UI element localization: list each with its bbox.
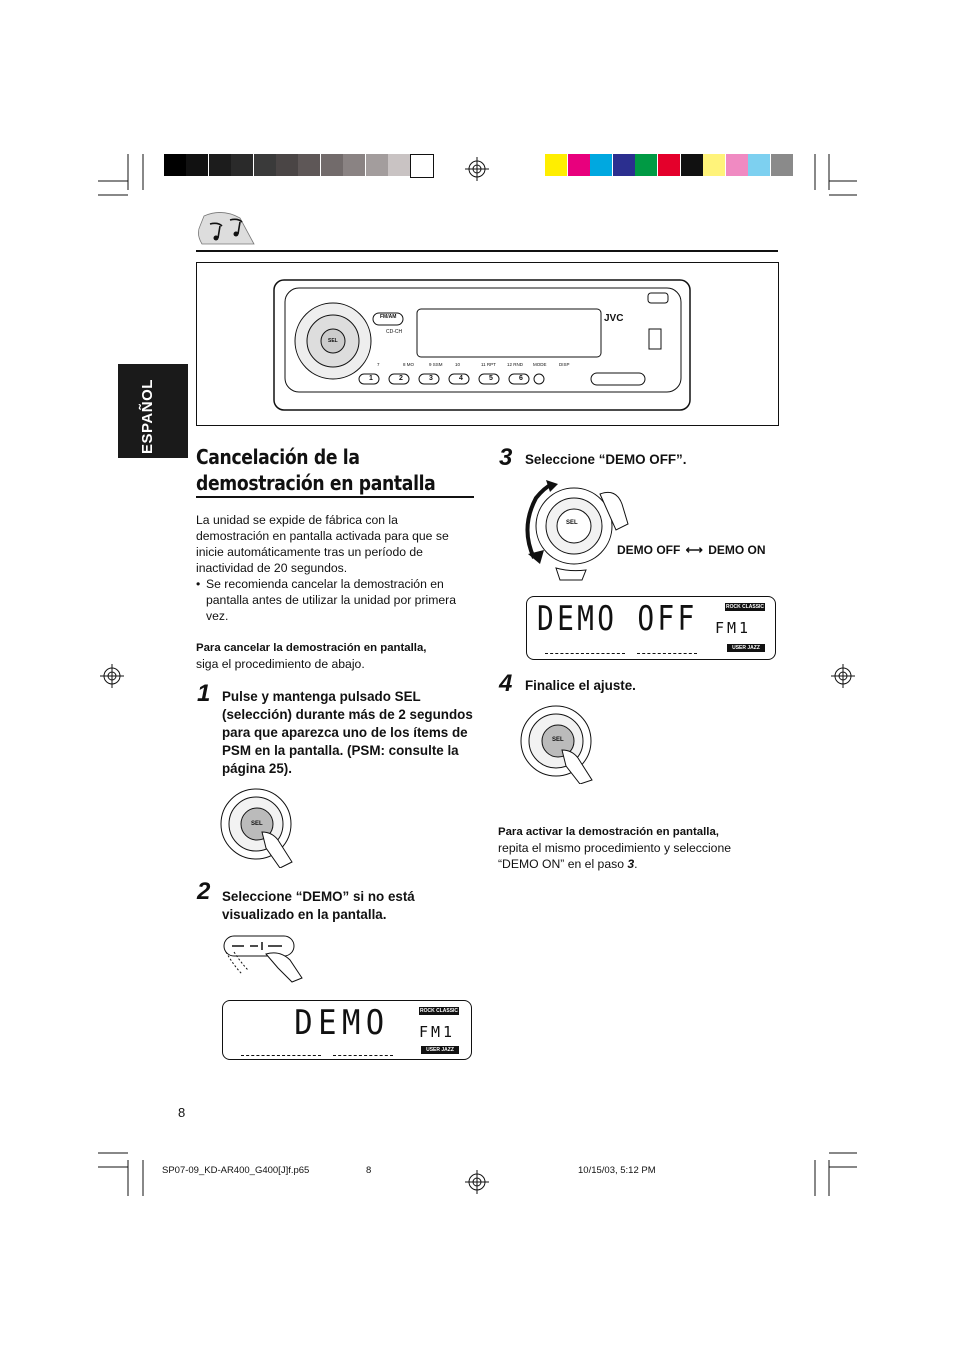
gray-swatch [186, 154, 208, 176]
color-swatch [613, 154, 635, 176]
step-3-knob-label: SEL [566, 520, 578, 526]
lcd-display-demo-off [526, 596, 776, 660]
radio-illustration-frame [196, 262, 779, 426]
fm-am-button: FM/AM [380, 314, 397, 320]
radio-sel-label: SEL [328, 338, 338, 344]
step-1-text: Pulse y mantenga pulsado SEL (selección) durante más de 2 segundos para que aparezca uno de los ítems de PSM en la pantalla. (PSM: consulte la página 25). [222, 689, 473, 776]
cancel-heading: Para cancelar la demostración en pantalla, [196, 642, 427, 654]
radio-preset-button: 3 [429, 375, 433, 382]
gray-swatch [410, 154, 434, 178]
lcd-main-text: DEMO [294, 1003, 390, 1043]
step-2-number: 2 [197, 878, 211, 905]
lcd-main-text: DEMO OFF [537, 599, 698, 639]
radio-preset-button: 2 [399, 375, 403, 382]
step-4-text: Finalice el ajuste. [525, 678, 636, 693]
lcd-display-demo [222, 1000, 472, 1060]
step-1-knob-label: SEL [251, 821, 263, 827]
language-tab [118, 364, 188, 458]
header-rule [196, 250, 778, 252]
cd-ch-label: CD-CH [386, 329, 403, 335]
double-arrow-icon: ⟷ [685, 543, 703, 557]
color-swatch [568, 154, 590, 176]
lcd-eq-top: ROCK CLASSIC [725, 604, 765, 610]
color-swatch [635, 154, 657, 176]
radio-function-label: 8 MO [403, 362, 415, 367]
gray-swatch [276, 154, 298, 176]
step-4-number: 4 [499, 670, 513, 697]
radio-function-label: 10 [455, 362, 461, 367]
title-line-1: Cancelación de la [196, 445, 360, 469]
color-swatch [726, 154, 748, 176]
intro-bullet: • Se recomienda cancelar la demostración en pantalla antes de utilizar la unidad por primera vez. [196, 577, 456, 623]
gray-swatch [343, 154, 365, 176]
step-reference: 3 [627, 857, 635, 871]
color-swatch [681, 154, 703, 176]
demo-off-label: DEMO OFF [617, 543, 681, 557]
radio-function-label: DISP [559, 362, 570, 367]
lcd-sub-text: FM1 [715, 619, 752, 637]
language-label: ESPAÑOL [139, 379, 156, 454]
footer-filename: SP07-09_KD-AR400_G400[J]f.p65 [162, 1165, 310, 1176]
radio-preset-buttons [359, 375, 539, 385]
lcd-level-bar-2 [333, 1055, 393, 1056]
activate-instructions: repita el mismo procedimiento y seleccione “DEMO ON” en el paso 3. [498, 841, 732, 871]
gray-swatch [321, 154, 343, 176]
radio-function-label: 11 RPT [481, 362, 496, 367]
demo-toggle-diagram [617, 543, 766, 557]
radio-preset-button: 6 [519, 375, 523, 382]
radio-function-label: MODE [533, 362, 547, 367]
lcd-level-bar [241, 1055, 321, 1056]
lcd-eq-bottom: USER JAZZ [421, 1046, 459, 1054]
activate-heading: Para activar la demostración en pantalla, [498, 826, 719, 838]
step-2-text: Seleccione “DEMO” si no está visualizado en la pantalla. [222, 889, 415, 922]
gray-swatch [254, 154, 276, 176]
color-swatch [703, 154, 725, 176]
finger-press-control-icon [222, 930, 306, 984]
title-rule [196, 496, 474, 498]
radio-function-label: 7 [377, 362, 380, 367]
color-swatch [748, 154, 770, 176]
radio-brand-logo: JVC [604, 313, 624, 324]
gray-swatch [298, 154, 320, 176]
radio-function-label: 9 SSM [429, 362, 443, 367]
gray-swatch [366, 154, 388, 176]
music-notes-icon [196, 210, 258, 246]
registration-mark-top [465, 157, 489, 181]
gray-swatch [164, 154, 186, 176]
section-title [196, 444, 437, 496]
lcd-eq-bottom: USER JAZZ [727, 644, 765, 652]
radio-label-row [377, 362, 587, 370]
sel-knob-rotate-icon [516, 478, 634, 582]
gray-swatch [209, 154, 231, 176]
color-swatch [658, 154, 680, 176]
radio-preset-button: 5 [489, 375, 493, 382]
page-number: 8 [178, 1105, 186, 1120]
step-3-text: Seleccione “DEMO OFF”. [525, 452, 687, 467]
car-radio-faceplate [273, 279, 693, 413]
step-3-number: 3 [499, 444, 513, 471]
cancel-instructions: siga el procedimiento de abajo. [196, 657, 365, 671]
title-line-2: demostración en pantalla [196, 471, 436, 495]
gray-swatch [231, 154, 253, 176]
step-4-knob-label: SEL [552, 737, 564, 743]
step-1-number: 1 [197, 680, 211, 707]
radio-function-label: 12 RND [507, 362, 524, 367]
lcd-level-bar [545, 653, 625, 654]
radio-preset-button: 1 [369, 375, 373, 382]
sel-knob-press-icon [220, 786, 300, 868]
lcd-level-bar-2 [637, 653, 697, 654]
footer-page: 8 [366, 1165, 372, 1176]
color-swatch [545, 154, 567, 176]
gray-swatch [388, 154, 410, 176]
lcd-eq-top: ROCK CLASSIC [419, 1008, 459, 1014]
color-swatch [771, 154, 793, 176]
sel-knob-press-icon-2 [520, 704, 600, 784]
intro-paragraph: La unidad se expide de fábrica con la demostración en pantalla activada para que se inicie automáticamente tras un período de inactividad de 20 segundos. [196, 513, 449, 575]
color-swatch [590, 154, 612, 176]
demo-on-label: DEMO ON [708, 543, 766, 557]
footer-timestamp: 10/15/03, 5:12 PM [578, 1165, 656, 1176]
radio-preset-button: 4 [459, 375, 463, 382]
lcd-sub-text: FM1 [419, 1023, 456, 1041]
